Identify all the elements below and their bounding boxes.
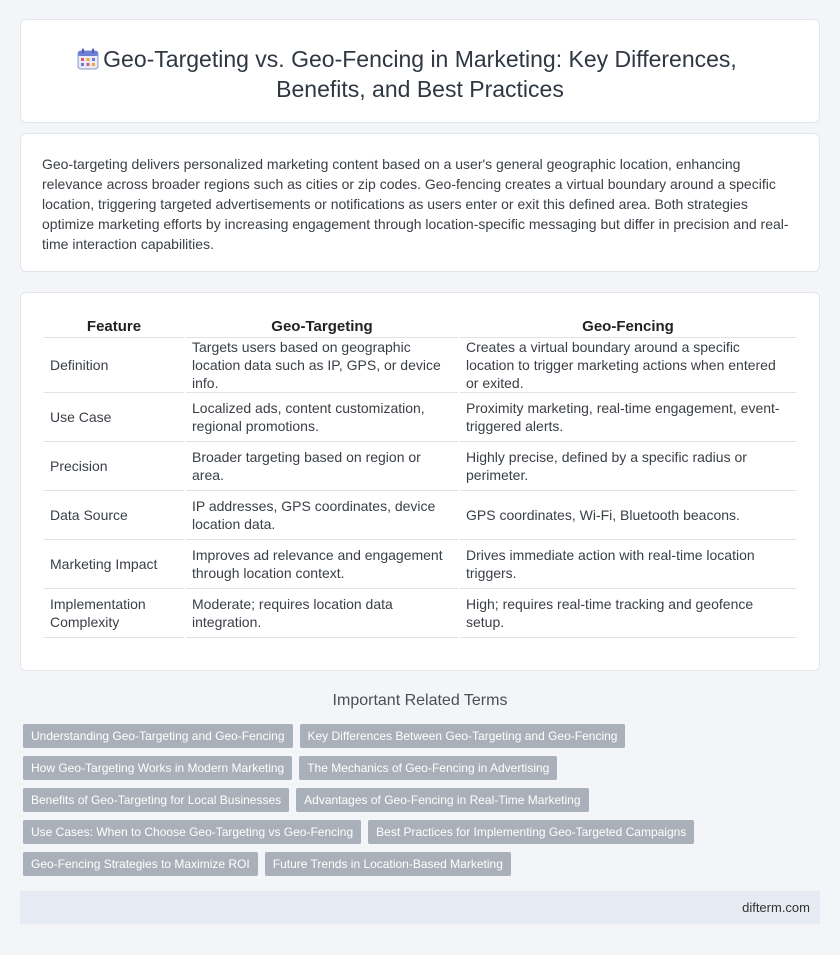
footer-site-link[interactable]: difterm.com [742,900,810,915]
geo-targeting-cell: Localized ads, content customization, regional promotions. [186,393,458,442]
feature-cell: Definition [44,338,184,393]
header-card [20,19,820,123]
feature-cell: Implementation Complexity [44,589,184,638]
table-row [44,540,796,589]
geo-targeting-cell: Targets users based on geographic location data such as IP, GPS, or device info. [186,338,458,393]
related-term-tag[interactable]: Key Differences Between Geo-Targeting and Geo-Fencing [300,724,626,748]
table-row [44,442,796,491]
comparison-table [42,314,798,638]
table-row [44,491,796,540]
table-row [44,589,796,638]
geo-targeting-cell: Moderate; requires location data integration. [186,589,458,638]
related-term-tag[interactable]: Geo-Fencing Strategies to Maximize ROI [23,852,258,876]
related-terms-title: Important Related Terms [332,692,508,709]
geo-fencing-cell: Drives immediate action with real-time location triggers. [460,540,796,589]
related-terms-list [23,724,723,884]
related-term-tag[interactable]: How Geo-Targeting Works in Modern Marketing [23,756,292,780]
page-title-line1: Geo-Targeting vs. Geo-Fencing in Marketing: Key Differences, [103,46,737,72]
page-title-line2: Benefits, and Best Practices [276,76,564,102]
table-row [44,338,796,393]
header-feature: Feature [44,314,184,338]
geo-fencing-cell: High; requires real-time tracking and geofence setup. [460,589,796,638]
geo-targeting-cell: Broader targeting based on region or area. [186,442,458,491]
footer [20,891,820,924]
related-term-tag[interactable]: Future Trends in Location-Based Marketing [265,852,511,876]
geo-fencing-cell: GPS coordinates, Wi-Fi, Bluetooth beacons. [460,491,796,540]
feature-cell: Precision [44,442,184,491]
feature-cell: Data Source [44,491,184,540]
related-term-tag[interactable]: Use Cases: When to Choose Geo-Targeting vs Geo-Fencing [23,820,361,844]
geo-targeting-cell: Improves ad relevance and engagement through location context. [186,540,458,589]
header-geo-targeting: Geo-Targeting [186,314,458,338]
related-term-tag[interactable]: The Mechanics of Geo-Fencing in Advertising [299,756,557,780]
intro-card [20,133,820,272]
feature-cell: Use Case [44,393,184,442]
related-term-tag[interactable]: Benefits of Geo-Targeting for Local Businesses [23,788,289,812]
geo-fencing-cell: Proximity marketing, real-time engagement, event-triggered alerts. [460,393,796,442]
table-header-row [44,314,796,338]
related-term-tag[interactable]: Understanding Geo-Targeting and Geo-Fencing [23,724,293,748]
intro-paragraph: Geo-targeting delivers personalized marketing content based on a user's general geographic location, enhancing relevance across broader regions such as cities or zip codes. Geo-fencing creates a virtual boundary around a specific location, triggering targeted advertisements or notifications as users enter or exit this defined area. Both strategies optimize marketing efforts by increasing engagement through location-specific messaging but differ in precision and real-time interaction capabilities. [42,156,789,252]
feature-cell: Marketing Impact [44,540,184,589]
comparison-card [20,292,820,671]
related-term-tag[interactable]: Advantages of Geo-Fencing in Real-Time Marketing [296,788,588,812]
geo-fencing-cell: Highly precise, defined by a specific radius or perimeter. [460,442,796,491]
related-term-tag[interactable]: Best Practices for Implementing Geo-Targeted Campaigns [368,820,694,844]
geo-targeting-cell: IP addresses, GPS coordinates, device location data. [186,491,458,540]
page-title [21,44,819,104]
geo-fencing-cell: Creates a virtual boundary around a specific location to trigger marketing actions when entered or exited. [460,338,796,393]
table-row [44,393,796,442]
header-geo-fencing: Geo-Fencing [460,314,796,338]
